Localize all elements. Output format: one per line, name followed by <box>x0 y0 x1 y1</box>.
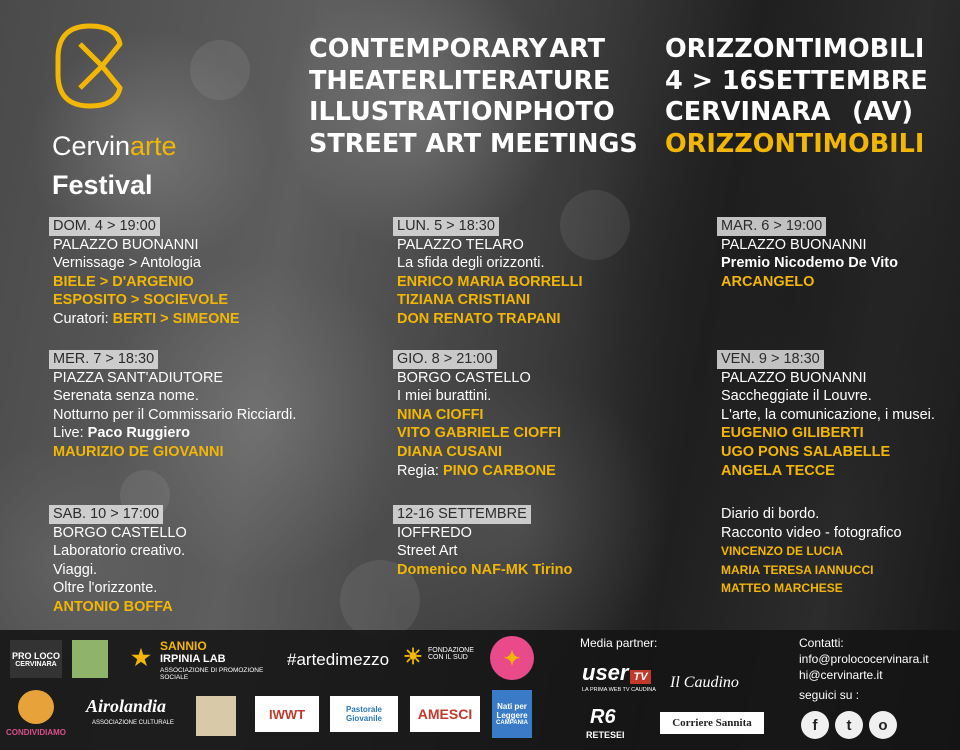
retesei-sub: RETESEI <box>586 730 625 740</box>
bokeh-light <box>190 40 250 100</box>
media-partner-label: Media partner: <box>580 636 658 650</box>
event-line <box>721 369 935 388</box>
sponsor-footer <box>0 630 960 750</box>
facebook-icon[interactable]: f <box>801 711 829 739</box>
event-text: L'arte, la comunicazione, i musei. <box>721 406 935 423</box>
sun-icon: ☀ <box>403 644 423 669</box>
event-line <box>397 443 561 462</box>
amesci-logo: AMESCI <box>410 696 480 732</box>
pastorale-logo: Pastorale Giovanile <box>330 696 398 732</box>
corriere-sannita-logo: Corriere Sannita <box>660 712 764 734</box>
event-text: DON RENATO TRAPANI <box>397 310 561 327</box>
headline-word: ORIZZONTIMOBILI <box>665 34 925 64</box>
event-line <box>53 406 296 425</box>
headline-word: (AV) <box>851 97 913 127</box>
event-line <box>397 424 561 443</box>
event-date <box>397 350 561 369</box>
instagram-icon[interactable]: o <box>869 711 897 739</box>
event-line <box>397 387 561 406</box>
event-text: ARCANGELO <box>721 273 815 290</box>
event-line <box>721 542 902 561</box>
event-date-badge: MER. 7 > 18:30 <box>49 350 158 369</box>
contacts-label: Contatti: <box>799 636 844 650</box>
headline-word: CERVINARA <box>665 97 831 127</box>
event-date <box>53 217 240 236</box>
email-hi[interactable]: hi@cervinarte.it <box>799 668 883 682</box>
event-line <box>721 406 935 425</box>
event-line <box>53 310 240 329</box>
email-info[interactable]: info@prolococervinara.it <box>799 652 929 666</box>
headline-line <box>309 34 605 66</box>
event-line <box>53 236 240 255</box>
event-text: Premio Nicodemo De Vito <box>721 255 898 272</box>
headline-line <box>665 65 928 98</box>
event-text: Vernissage > Antologia <box>53 255 201 272</box>
event-text: Live: <box>53 425 88 442</box>
event-text: NINA CIOFFI <box>397 406 484 423</box>
event-line <box>53 542 187 561</box>
headline-word: CONTEMPORARY <box>309 34 548 64</box>
event-line <box>397 561 572 580</box>
event-line <box>53 598 187 617</box>
sannio-figure-icon: ★ <box>131 645 151 670</box>
event-line <box>721 561 902 580</box>
building-logo <box>196 696 236 736</box>
event-line <box>721 273 898 292</box>
headline-word: 4 > 16 <box>665 65 758 96</box>
event-text: ENRICO MARIA BORRELLI <box>397 273 583 290</box>
event-line <box>397 406 561 425</box>
event-block <box>53 505 187 617</box>
event-text: EUGENIO GILIBERTI <box>721 425 864 442</box>
headline-word: PHOTO <box>513 97 615 127</box>
event-line <box>721 443 935 462</box>
event-date <box>53 350 296 369</box>
circle-badge-logo: ✦ <box>490 636 534 680</box>
event-text: PALAZZO BUONANNI <box>721 236 867 253</box>
event-name: BERTI > SIMEONE <box>112 310 240 327</box>
headline-word: ORIZZONTIMOBILI <box>665 128 925 159</box>
event-line <box>53 291 240 310</box>
fondazione-label: FONDAZIONE CON IL SUD <box>428 647 474 661</box>
event-line <box>53 254 240 273</box>
headline-disciplines <box>309 34 638 160</box>
wwt-logo: IWWT <box>255 696 319 732</box>
event-line <box>53 579 187 598</box>
event-line <box>721 462 935 481</box>
event-text: TIZIANA CRISTIANI <box>397 292 531 309</box>
headline-word: THEATER <box>309 65 438 96</box>
event-line <box>397 236 583 255</box>
event-line <box>53 387 296 406</box>
event-line <box>53 424 296 443</box>
event-date <box>397 505 572 524</box>
headline-line <box>309 128 638 161</box>
event-line <box>53 561 187 580</box>
event-text: BORGO CASTELLO <box>397 369 531 386</box>
event-line <box>721 254 898 273</box>
airolandia-logo: Airolandia <box>86 696 167 716</box>
event-text: Curatori: <box>53 310 113 327</box>
event-date-badge: LUN. 5 > 18:30 <box>393 217 499 236</box>
event-text: Regia: <box>397 462 443 479</box>
event-text: I miei burattini. <box>397 388 492 405</box>
brand-name: Cervinarte <box>52 131 177 161</box>
event-line <box>53 443 296 462</box>
event-text: Notturno per il Commissario Ricciardi. <box>53 406 297 423</box>
headline-festival-info <box>665 34 928 160</box>
nati-per-leggere-logo: Nati per Leggere CAMPANIA <box>492 690 532 738</box>
sannio-label: SANNIO <box>160 639 207 653</box>
event-text: Serenata senza nome. <box>53 388 199 405</box>
event-text: La sfida degli orizzonti. <box>397 255 545 272</box>
cervinarte-logo-icon <box>50 18 128 114</box>
event-text: Saccheggiate il Louvre. <box>721 388 872 405</box>
event-block <box>53 217 240 329</box>
airolandia-sub: ASSOCIAZIONE CULTURALE <box>92 720 174 726</box>
event-line <box>721 387 935 406</box>
event-block <box>721 505 902 598</box>
event-text: VITO GABRIELE CIOFFI <box>397 425 562 442</box>
event-line <box>397 369 561 388</box>
coat-of-arms-logo <box>72 640 108 678</box>
event-text: Laboratorio creativo. <box>53 543 186 560</box>
event-block <box>721 350 935 480</box>
event-text: DIANA CUSANI <box>397 443 502 460</box>
event-line <box>53 524 187 543</box>
event-text: MARIA TERESA IANNUCCI <box>721 562 874 577</box>
event-text: ESPOSITO > SOCIEVOLE <box>53 292 228 309</box>
event-line <box>721 236 898 255</box>
headline-line <box>309 65 611 98</box>
caudino-logo: Il Caudino <box>670 674 739 691</box>
brand-festival: Festival <box>52 170 153 200</box>
headline-line <box>665 34 925 66</box>
headline-word: ART <box>549 34 605 64</box>
headline-line <box>665 128 925 161</box>
event-date <box>721 217 898 236</box>
event-text: IOFFREDO <box>397 524 472 541</box>
event-text: VINCENZO DE LUCIA <box>721 544 844 559</box>
user-tv-logo: user TV <box>582 660 651 686</box>
condividiamo-icon <box>18 690 54 724</box>
headline-line <box>665 97 913 129</box>
event-date <box>721 350 935 369</box>
event-line <box>721 505 902 524</box>
follow-label: seguici su : <box>799 688 860 702</box>
event-line <box>397 254 583 273</box>
event-text: PIAZZA SANT'ADIUTORE <box>53 369 224 386</box>
event-line <box>397 462 561 481</box>
event-text: UGO PONS SALABELLE <box>721 443 891 460</box>
irpinia-label: IRPINIA LAB <box>160 653 226 665</box>
event-date-badge: GIO. 8 > 21:00 <box>393 350 497 369</box>
event-block <box>721 217 898 291</box>
event-line <box>397 542 572 561</box>
event-text: Racconto video - fotografico <box>721 524 902 541</box>
headline-word: ILLUSTRATION <box>309 97 514 127</box>
event-text: Oltre l'orizzonte. <box>53 580 158 597</box>
assoc-label: ASSOCIAZIONE DI PROMOZIONE SOCIALE <box>160 667 264 681</box>
event-date-badge: VEN. 9 > 18:30 <box>717 350 824 369</box>
artedimezzo-logo: #artedimezzo <box>287 650 390 669</box>
event-date-badge: MAR. 6 > 19:00 <box>717 217 826 236</box>
event-text: Diario di bordo. <box>721 506 820 522</box>
event-block <box>397 505 572 579</box>
event-date <box>397 217 583 236</box>
event-name: PINO CARBONE <box>442 462 556 479</box>
event-date-badge: 12-16 SETTEMBRE <box>393 505 531 524</box>
headline-line <box>309 97 615 129</box>
event-text: Domenico NAF-MK Tirino <box>397 561 573 578</box>
user-tv-sub: LA PRIMA WEB TV CAUDINA <box>582 687 656 693</box>
event-text: Viaggi. <box>53 561 98 578</box>
event-text: BORGO CASTELLO <box>53 524 187 541</box>
condividiamo-label: CONDIVIDIAMO <box>6 728 66 737</box>
event-name: Paco Ruggiero <box>87 425 190 442</box>
event-line <box>53 369 296 388</box>
event-line <box>721 424 935 443</box>
headline-word: STREET ART MEETINGS <box>309 128 638 159</box>
event-line <box>721 524 902 543</box>
event-block <box>397 217 583 329</box>
twitter-icon[interactable]: t <box>835 711 863 739</box>
event-line <box>397 273 583 292</box>
event-date <box>53 505 187 524</box>
event-line <box>397 524 572 543</box>
event-text: ANGELA TECCE <box>721 462 835 479</box>
event-date-badge: SAB. 10 > 17:00 <box>49 505 163 524</box>
event-text: PALAZZO TELARO <box>397 236 524 253</box>
proloco-logo: PRO LOCO CERVINARA <box>10 640 62 678</box>
event-text: MATTEO MARCHESE <box>721 581 843 596</box>
event-text: MAURIZIO DE GIOVANNI <box>53 443 224 460</box>
headline-word: SETTEMBRE <box>757 65 928 96</box>
event-text: PALAZZO BUONANNI <box>721 369 867 386</box>
headline-word: LITERATURE <box>437 65 611 96</box>
retesei-logo: R6 <box>590 706 616 728</box>
event-text: PALAZZO BUONANNI <box>53 236 199 253</box>
event-block <box>397 350 561 480</box>
event-line <box>397 310 583 329</box>
event-line <box>721 579 902 598</box>
event-text: Street Art <box>397 543 458 560</box>
event-text: ANTONIO BOFFA <box>53 598 173 615</box>
event-date-badge: DOM. 4 > 19:00 <box>49 217 160 236</box>
event-block <box>53 350 296 462</box>
event-line <box>53 273 240 292</box>
event-text: BIELE > D'ARGENIO <box>53 273 194 290</box>
event-line <box>397 291 583 310</box>
